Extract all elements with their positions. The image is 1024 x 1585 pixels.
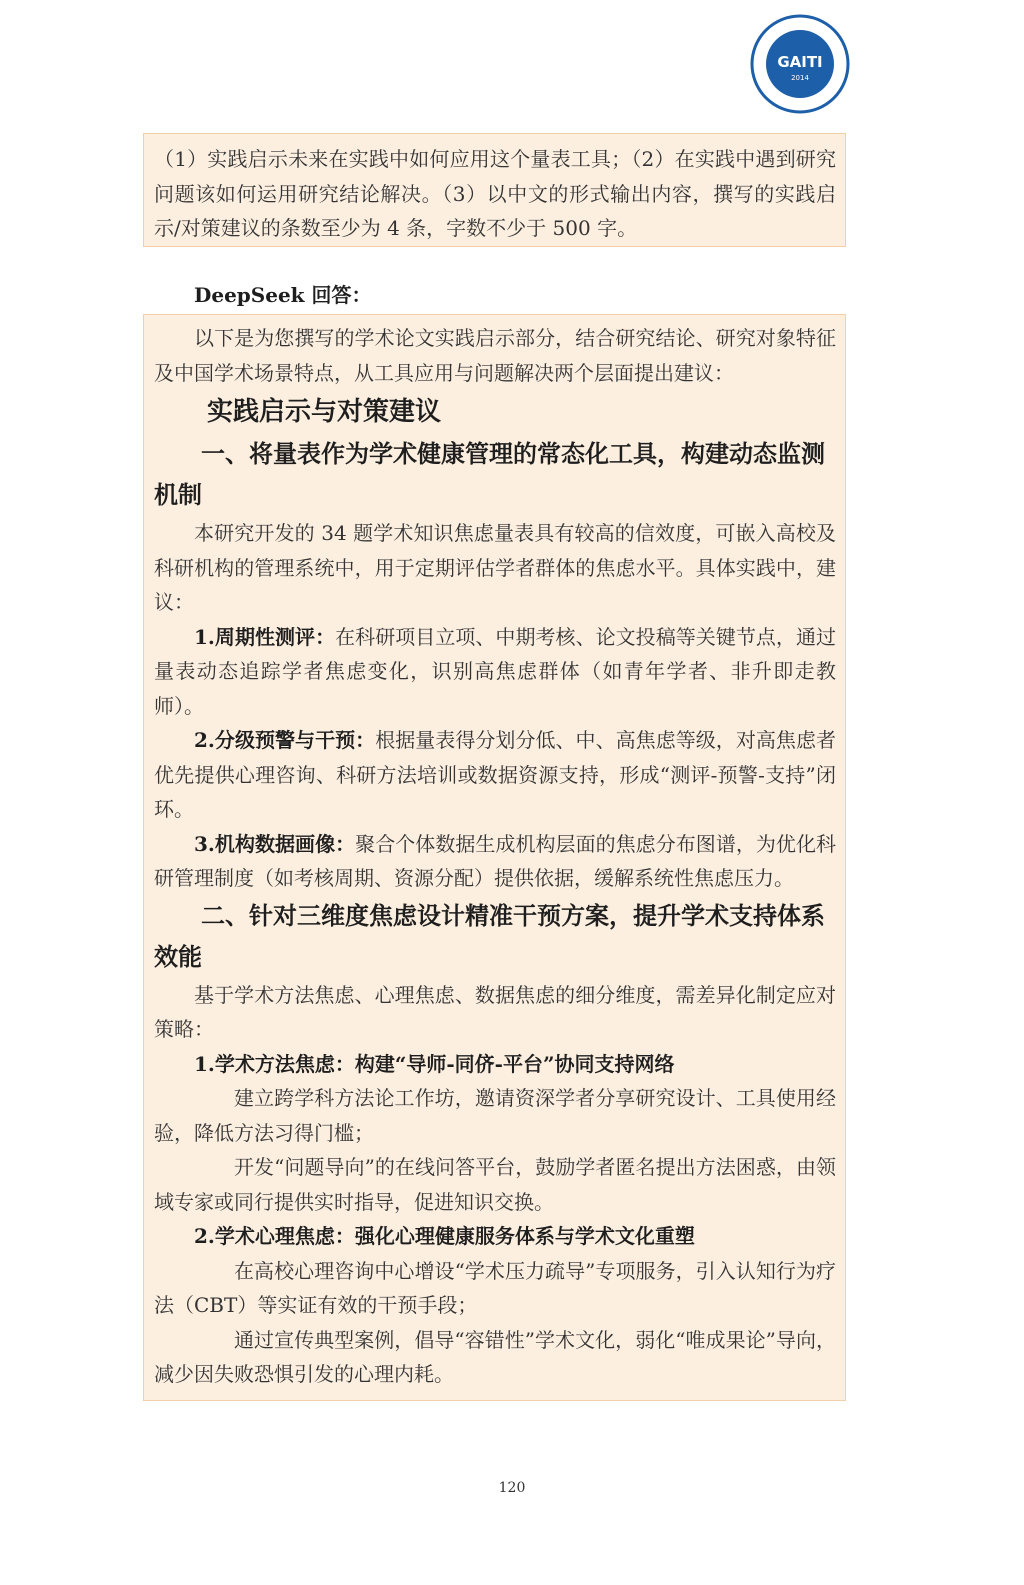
- section-1-body: 本研究开发的 34 题学术知识焦虑量表具有较高的信效度，可嵌入高校及科研机构的管理系统中，用于定期评估学者群体的焦虑水平。具体实践中，建议：: [154, 521, 836, 614]
- section-1-item: [154, 620, 836, 724]
- item-label: 1.周期性测评：: [194, 624, 336, 649]
- item-text: 聚合个体数据生成机构层面的焦虑分布图谱，为优化科研管理制度（如考核周期、资源分配）提供依据，缓解系统性焦虑压力。: [154, 831, 836, 890]
- institute-seal-logo: [750, 14, 850, 114]
- subsection-1-line: 建立跨学科方法论工作坊，邀请资深学者分享研究设计、工具使用经验，降低方法习得门槛；: [154, 1086, 836, 1145]
- subsection-2-line: 在高校心理咨询中心增设“学术压力疏导”专项服务，引入认知行为疗法（CBT）等实证有效的干预手段；: [154, 1258, 836, 1317]
- answer-intro: 以下是为您撰写的学术论文实践启示部分，结合研究结论、研究对象特征及中国学术场景特点，从工具应用与问题解决两个层面提出建议：: [154, 326, 836, 385]
- item-label: 3.机构数据画像：: [194, 831, 356, 856]
- subsection-2-line: 通过宣传典型案例，倡导“容错性”学术文化，弱化“唯成果论”导向，减少因失败恐惧引发的心理内耗。: [154, 1327, 836, 1386]
- answer-label: DeepSeek 回答：: [194, 283, 372, 307]
- subsection-1-line: 开发“问题导向”的在线问答平台，鼓励学者匿名提出方法困惑，由领域专家或同行提供实时指导，促进知识交换。: [154, 1155, 836, 1214]
- prompt-text: （1）实践启示未来在实践中如何应用这个量表工具；（2）在实践中遇到研究问题该如何运用研究结论解决。（3）以中文的形式输出内容，撰写的实践启示/对策建议的条数至少为 4 条，字数不少于 500 字。: [154, 147, 836, 240]
- prompt-box: [143, 133, 846, 247]
- subsection-2-title: 2.学术心理焦虑：强化心理健康服务体系与学术文化重塑: [194, 1224, 695, 1248]
- section-1-item: [154, 827, 836, 896]
- section-1-heading: 一、将量表作为学术健康管理的常态化工具，构建动态监测机制: [154, 440, 825, 509]
- logo-text: GAITI: [777, 53, 823, 71]
- answer-title: 实践启示与对策建议: [207, 397, 442, 427]
- item-text: 在科研项目立项、中期考核、论文投稿等关键节点，通过量表动态追踪学者焦虑变化，识别高焦虑群体（如青年学者、非升即走教师）。: [154, 624, 836, 718]
- answer-box: [143, 314, 846, 1401]
- logo-year: 2014: [791, 74, 809, 82]
- section-1-item: [154, 723, 836, 827]
- section-2-heading: 二、针对三维度焦虑设计精准干预方案，提升学术支持体系效能: [154, 901, 825, 971]
- page-number: 120: [498, 1480, 526, 1496]
- item-text: 根据量表得分划分低、中、高焦虑等级，对高焦虑者优先提供心理咨询、科研方法培训或数据资源支持，形成“测评-预警-支持”闭环。: [154, 728, 836, 821]
- section-2-body: 基于学术方法焦虑、心理焦虑、数据焦虑的细分维度，需差异化制定应对策略：: [154, 982, 836, 1041]
- item-label: 2.分级预警与干预：: [194, 728, 376, 752]
- subsection-1-title: 1.学术方法焦虑：构建“导师-同侪-平台”协同支持网络: [194, 1051, 675, 1076]
